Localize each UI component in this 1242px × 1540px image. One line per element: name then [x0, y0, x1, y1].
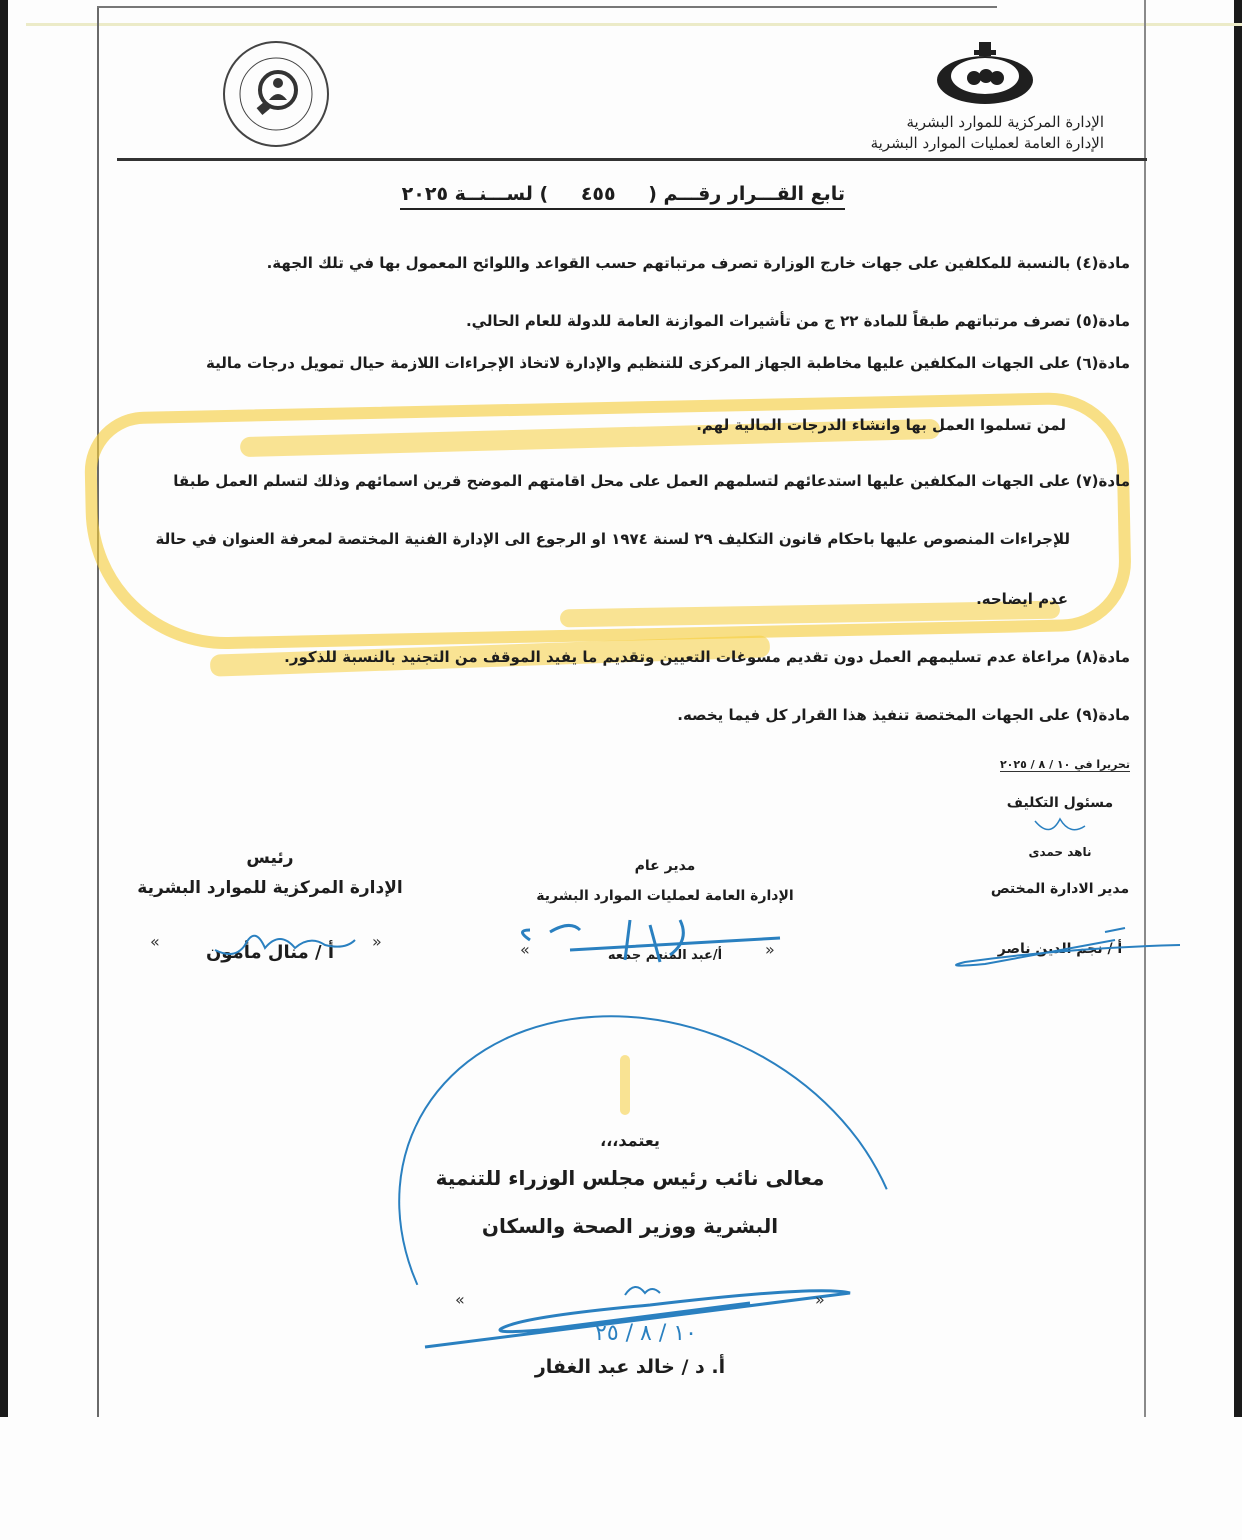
article-text: على الجهات المكلفين عليها استدعائهم لتسلمهم العمل على محل اقامتهم الموضح قرين اسمائهم وذلك لتسلم العمل طبقا: [173, 472, 1071, 490]
title-suffix: ) لســـنــة ٢٠٢٥: [401, 183, 549, 205]
org-line-general: الإدارة العامة لعمليات الموارد البشرية: [870, 134, 1104, 152]
top-tint-line: [26, 23, 1242, 26]
signatory-department: الإدارة العامة لعمليات الموارد البشرية: [536, 888, 794, 904]
article-4: [267, 254, 1130, 272]
screen-edge-left: [0, 0, 8, 1417]
article-7-continuation: للإجراءات المنصوص عليها باحكام قانون التكليف ٢٩ لسنة ١٩٧٤ او الرجوع الى الإدارة الفنية المختصة لمعرفة العنوان في حالة: [155, 530, 1070, 548]
signatory-name: ناهد حمدى: [1028, 845, 1092, 859]
hr-seal-icon: [220, 38, 332, 150]
page-border-top: [97, 6, 997, 8]
article-text: تصرف مرتباتهم طبقاً للمادة ٢٢ ج من تأشيرات الموازنة العامة للدولة للعام الحالي.: [465, 312, 1071, 330]
article-label: مادة(٥): [1075, 312, 1130, 330]
article-6-continuation: لمن تسلموا العمل بها وانشاء الدرجات المالية لهم.: [696, 416, 1066, 434]
article-7-continuation-2: عدم ايضاحه.: [976, 590, 1068, 608]
article-9: [677, 706, 1130, 724]
minister-name: أ. د / خالد عبد الغفار: [534, 1356, 726, 1378]
signatory-role: مدير عام: [634, 858, 696, 874]
minister-signature-icon: [420, 1275, 860, 1355]
article-label: مادة(٦): [1075, 354, 1130, 372]
signatory-department: الإدارة المركزية للموارد البشرية: [137, 878, 403, 898]
article-text: مراعاة عدم تسليمهم العمل دون تقديم مسوغات التعيين وتقديم ما يفيد الموقف من التجنيد بالنسبة للذكور.: [284, 648, 1071, 666]
article-label: مادة(٤): [1075, 254, 1130, 272]
signature-ink-icon: [1030, 811, 1090, 841]
quote-open: «: [520, 940, 530, 959]
org-header: [871, 112, 1104, 154]
signatory-role: رئيس: [246, 848, 294, 868]
signatory-name: أ / نجم الدين ناصر: [997, 941, 1123, 957]
signatory-role: مسئول التكليف: [1006, 795, 1114, 811]
page-border-right: [1144, 0, 1146, 1417]
issue-date: تحريرا في ١٠ / ٨ / ٢٠٢٥: [999, 758, 1130, 771]
article-label: مادة(٨): [1075, 648, 1130, 666]
approval-heading: يعتمد،،،: [600, 1131, 660, 1150]
decision-number: ٤٥٥: [580, 183, 616, 205]
page-border-left: [97, 6, 99, 1417]
quote-close: »: [765, 940, 775, 959]
decision-title: [400, 183, 845, 210]
article-label: مادة(٩): [1075, 706, 1130, 724]
signature-ink-icon: [510, 910, 790, 970]
signatory-role: مدير الادارة المختص: [990, 881, 1130, 897]
approval-title-line-1: معالى نائب رئيس مجلس الوزراء للتنمية: [435, 1166, 825, 1190]
org-line-central: الإدارة المركزية للموارد البشرية: [906, 113, 1104, 131]
article-label: مادة(٧): [1075, 472, 1130, 490]
article-7: [173, 472, 1130, 490]
quote-open: «: [150, 932, 160, 951]
signature-ink-icon: [205, 920, 365, 965]
quote-open: «: [455, 1290, 465, 1309]
article-text: على الجهات المختصة تنفيذ هذا القرار كل فيما يخصه.: [677, 706, 1071, 724]
article-6: [206, 354, 1130, 372]
article-8: [284, 648, 1130, 666]
signatory-name: أ/عبد المنعم جمعه: [607, 948, 723, 963]
title-prefix: تابع القـــرار رقـــم (: [648, 183, 845, 205]
approval-block: [420, 1128, 840, 1250]
screen-edge-right: [1234, 0, 1242, 1417]
quote-close: »: [815, 1290, 825, 1309]
signature-ink-icon: [945, 920, 1185, 975]
signatory-name: أ / منال مأمون: [205, 942, 335, 963]
article-text: بالنسبة للمكلفين على جهات خارج الوزارة تصرف مرتباتهم حسب القواعد واللوائح المعمول بها في تلك الجهة.: [266, 254, 1071, 272]
handwritten-date: ١٠ / ٨ / ٢٥: [595, 1321, 697, 1346]
header-divider: [117, 158, 1147, 161]
article-5: [466, 312, 1130, 330]
quote-close: »: [372, 932, 382, 951]
approval-title-line-2: البشرية ووزير الصحة والسكان: [481, 1214, 779, 1238]
article-text: على الجهات المكلفين عليها مخاطبة الجهاز المركزى للتنظيم والإدارة لاتخاذ الإجراءات اللازمة حيال تمويل درجات مالية: [206, 354, 1071, 372]
ministry-emblem-icon: [930, 38, 1040, 108]
